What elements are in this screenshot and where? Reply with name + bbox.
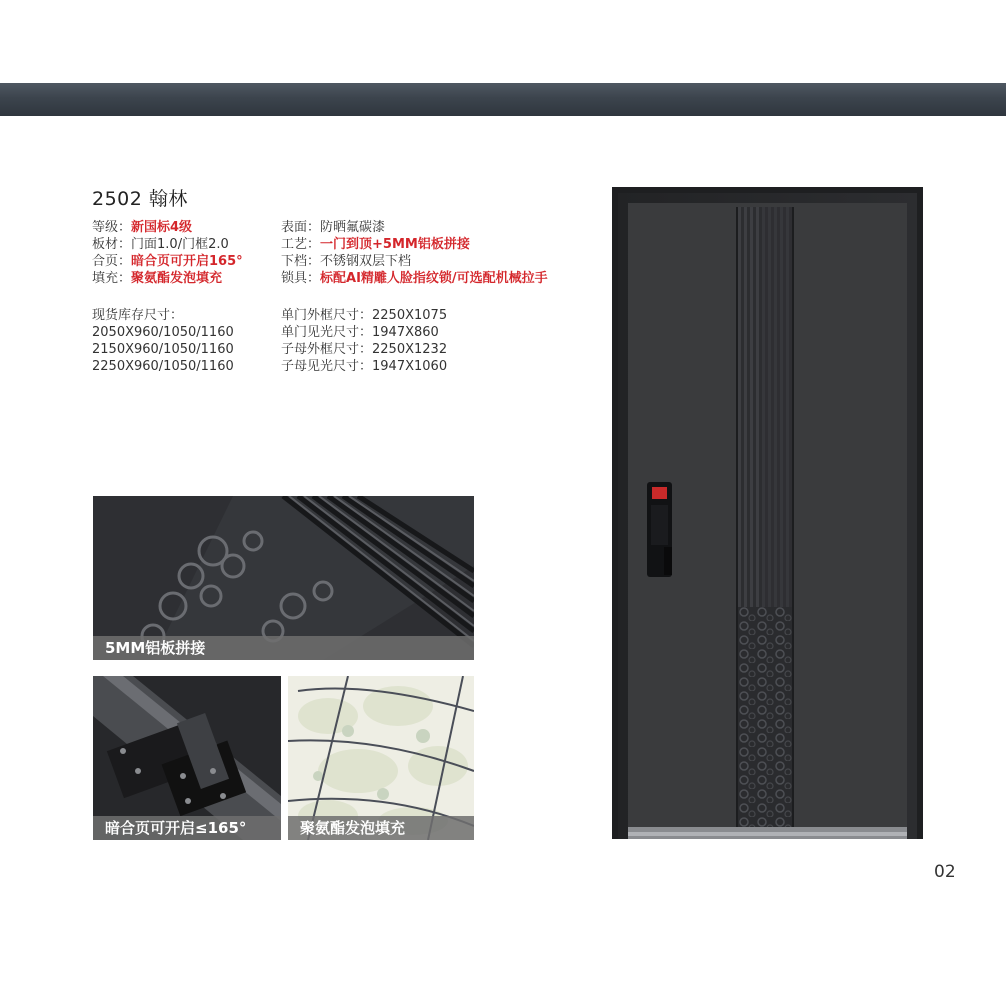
panel-detail-photo <box>93 496 474 660</box>
stock-heading: 现货库存尺寸： <box>92 308 184 323</box>
size-row: 单门见光尺寸：1947X860 <box>281 325 439 340</box>
page-number: 02 <box>934 862 956 882</box>
size-row: 单门外框尺寸：2250X1075 <box>281 308 448 323</box>
panel-caption: 5MM铝板拼接 <box>93 636 474 660</box>
foam-detail-photo <box>288 676 474 840</box>
header-band <box>0 83 1006 116</box>
product-title: 2502 翰林 <box>92 188 188 210</box>
spec-list-right <box>281 219 548 287</box>
spec-grade: 等级：新国标4级 <box>92 220 193 235</box>
spec-process: 工艺：一门到顶+5MM铝板拼接 <box>281 237 470 252</box>
spec-list-left <box>92 219 243 287</box>
door-product-image <box>612 187 923 839</box>
hinge-detail-photo <box>93 676 281 840</box>
spec-surface: 表面：防晒氟碳漆 <box>281 220 386 235</box>
hinge-caption: 暗合页可开启≤165° <box>93 816 281 840</box>
stock-item: 2050X960/1050/1160 <box>92 325 234 340</box>
spec-filling: 填充：聚氨酯发泡填充 <box>92 271 223 286</box>
spec-lock: 锁具：标配AI精雕人脸指纹锁/可选配机械拉手 <box>281 271 548 286</box>
foam-caption: 聚氨酯发泡填充 <box>288 816 474 840</box>
spec-threshold: 下档：不锈钢双层下档 <box>281 254 412 269</box>
frame-sizes <box>281 307 447 375</box>
spec-hinge: 合页：暗合页可开启165° <box>92 254 243 269</box>
stock-sizes <box>92 307 234 375</box>
size-row: 子母见光尺寸：1947X1060 <box>281 359 448 374</box>
size-row: 子母外框尺寸：2250X1232 <box>281 342 448 357</box>
spec-material: 板材：门面1.0/门框2.0 <box>92 237 229 252</box>
door-illustration <box>612 187 923 839</box>
lock-display-icon <box>652 487 667 499</box>
stock-item: 2150X960/1050/1160 <box>92 342 234 357</box>
stock-item: 2250X960/1050/1160 <box>92 359 234 374</box>
